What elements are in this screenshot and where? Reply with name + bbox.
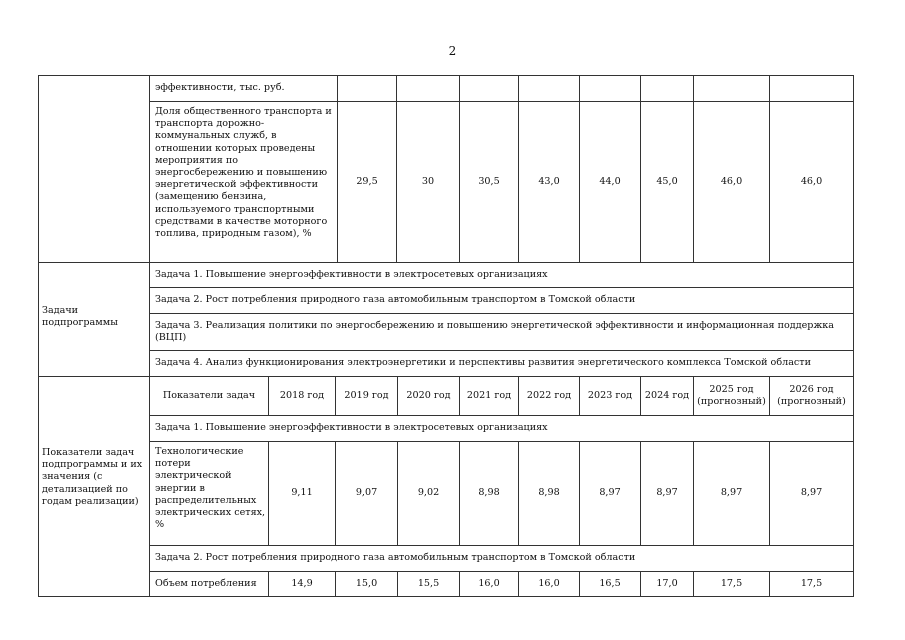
table-border-right [853,75,854,597]
task-2: Задача 2. Рост потребления природного газа автомобильным транспортом в Томской области [155,294,636,306]
header-indicators-label: Показатели задач [162,389,256,401]
task-3: Задача 3. Реализация политики по энергосбережению и повышению энергетической эффективности и информационная поддержка (ВЦП) [155,319,834,343]
indicator-task-1: Задача 1. Повышение энергоэффективности в электросетевых организациях [155,422,548,434]
header-year-2022: 2022 год [526,389,572,401]
transport-value-2022: 43,0 [538,175,560,187]
header-year-2026: 2026 год (прогнозный) [777,383,846,407]
volume-value-2023: 16,5 [599,577,621,589]
losses-value-2025: 8,97 [720,487,743,499]
transport-value-2024: 45,0 [656,175,678,187]
transport-value-2021: 30,5 [478,175,500,187]
volume-value-2022: 16,0 [538,577,560,589]
losses-value-2019: 9,07 [355,487,378,499]
task-4: Задача 4. Анализ функционирования электроэнергетики и перспективы развития энергетического комплекса Томской области [155,357,811,369]
losses-value-2024: 8,97 [656,487,678,499]
losses-value-2018: 9,11 [291,487,313,499]
table-row-top-label: эффективности, тыс. руб. [155,82,285,94]
losses-value-2021: 8,98 [478,487,500,499]
indicator-task-2: Задача 2. Рост потребления природного газа автомобильным транспортом в Томской области [155,552,636,564]
volume-label: Объем потребления [155,577,257,589]
transport-value-2026: 46,0 [800,175,823,187]
header-year-2021: 2021 год [466,389,512,401]
losses-value-2020: 9,02 [417,487,440,499]
header-year-2023: 2023 год [587,389,633,401]
transport-value-2023: 44,0 [599,175,621,187]
volume-value-2018: 14,9 [291,577,313,589]
table-border-left [38,75,39,597]
tasks-section-label: Задачи подпрограммы [42,305,118,329]
task-1: Задача 1. Повышение энергоэффективности в электросетевых организациях [155,268,548,280]
header-year-2018: 2018 год [279,389,325,401]
volume-value-2026: 17,5 [800,577,823,589]
volume-value-2021: 16,0 [478,577,500,589]
header-year-2020: 2020 год [406,389,451,401]
transport-value-2019: 29,5 [356,175,378,187]
header-year-2019: 2019 год [344,389,389,401]
losses-value-2026: 8,97 [800,487,823,499]
losses-value-2022: 8,98 [538,487,560,499]
volume-value-2025: 17,5 [720,577,743,589]
header-year-2024: 2024 год [644,389,690,401]
volume-value-2020: 15,5 [417,577,440,589]
transport-value-2025: 46,0 [720,175,743,187]
header-year-2025: 2025 год (прогнозный) [697,383,766,407]
volume-value-2019: 15,0 [355,577,378,589]
table-border-bottom [38,596,854,597]
transport-value-2020: 30 [421,175,435,187]
volume-value-2024: 17,0 [656,577,678,589]
page-number: 2 [448,44,457,58]
left-column-divider [149,75,150,597]
losses-value-2023: 8,97 [599,487,621,499]
indicators-section-label: Показатели задач подпрограммы и их значения (с детализацией по годам реализации) [42,447,143,507]
transport-share-label: Доля общественного транспорта и транспорта дорожно-коммунальных служб, в отношении которых проведены мероприятия по энергосбережению и повышению энергетической эффективности (замещению бензина, используемого транспортными средствами в качестве моторного топлива, природным газом), % [155,106,332,240]
losses-label: Технологические потери электрической энергии в распределительных электрических сетях, % [155,446,266,531]
